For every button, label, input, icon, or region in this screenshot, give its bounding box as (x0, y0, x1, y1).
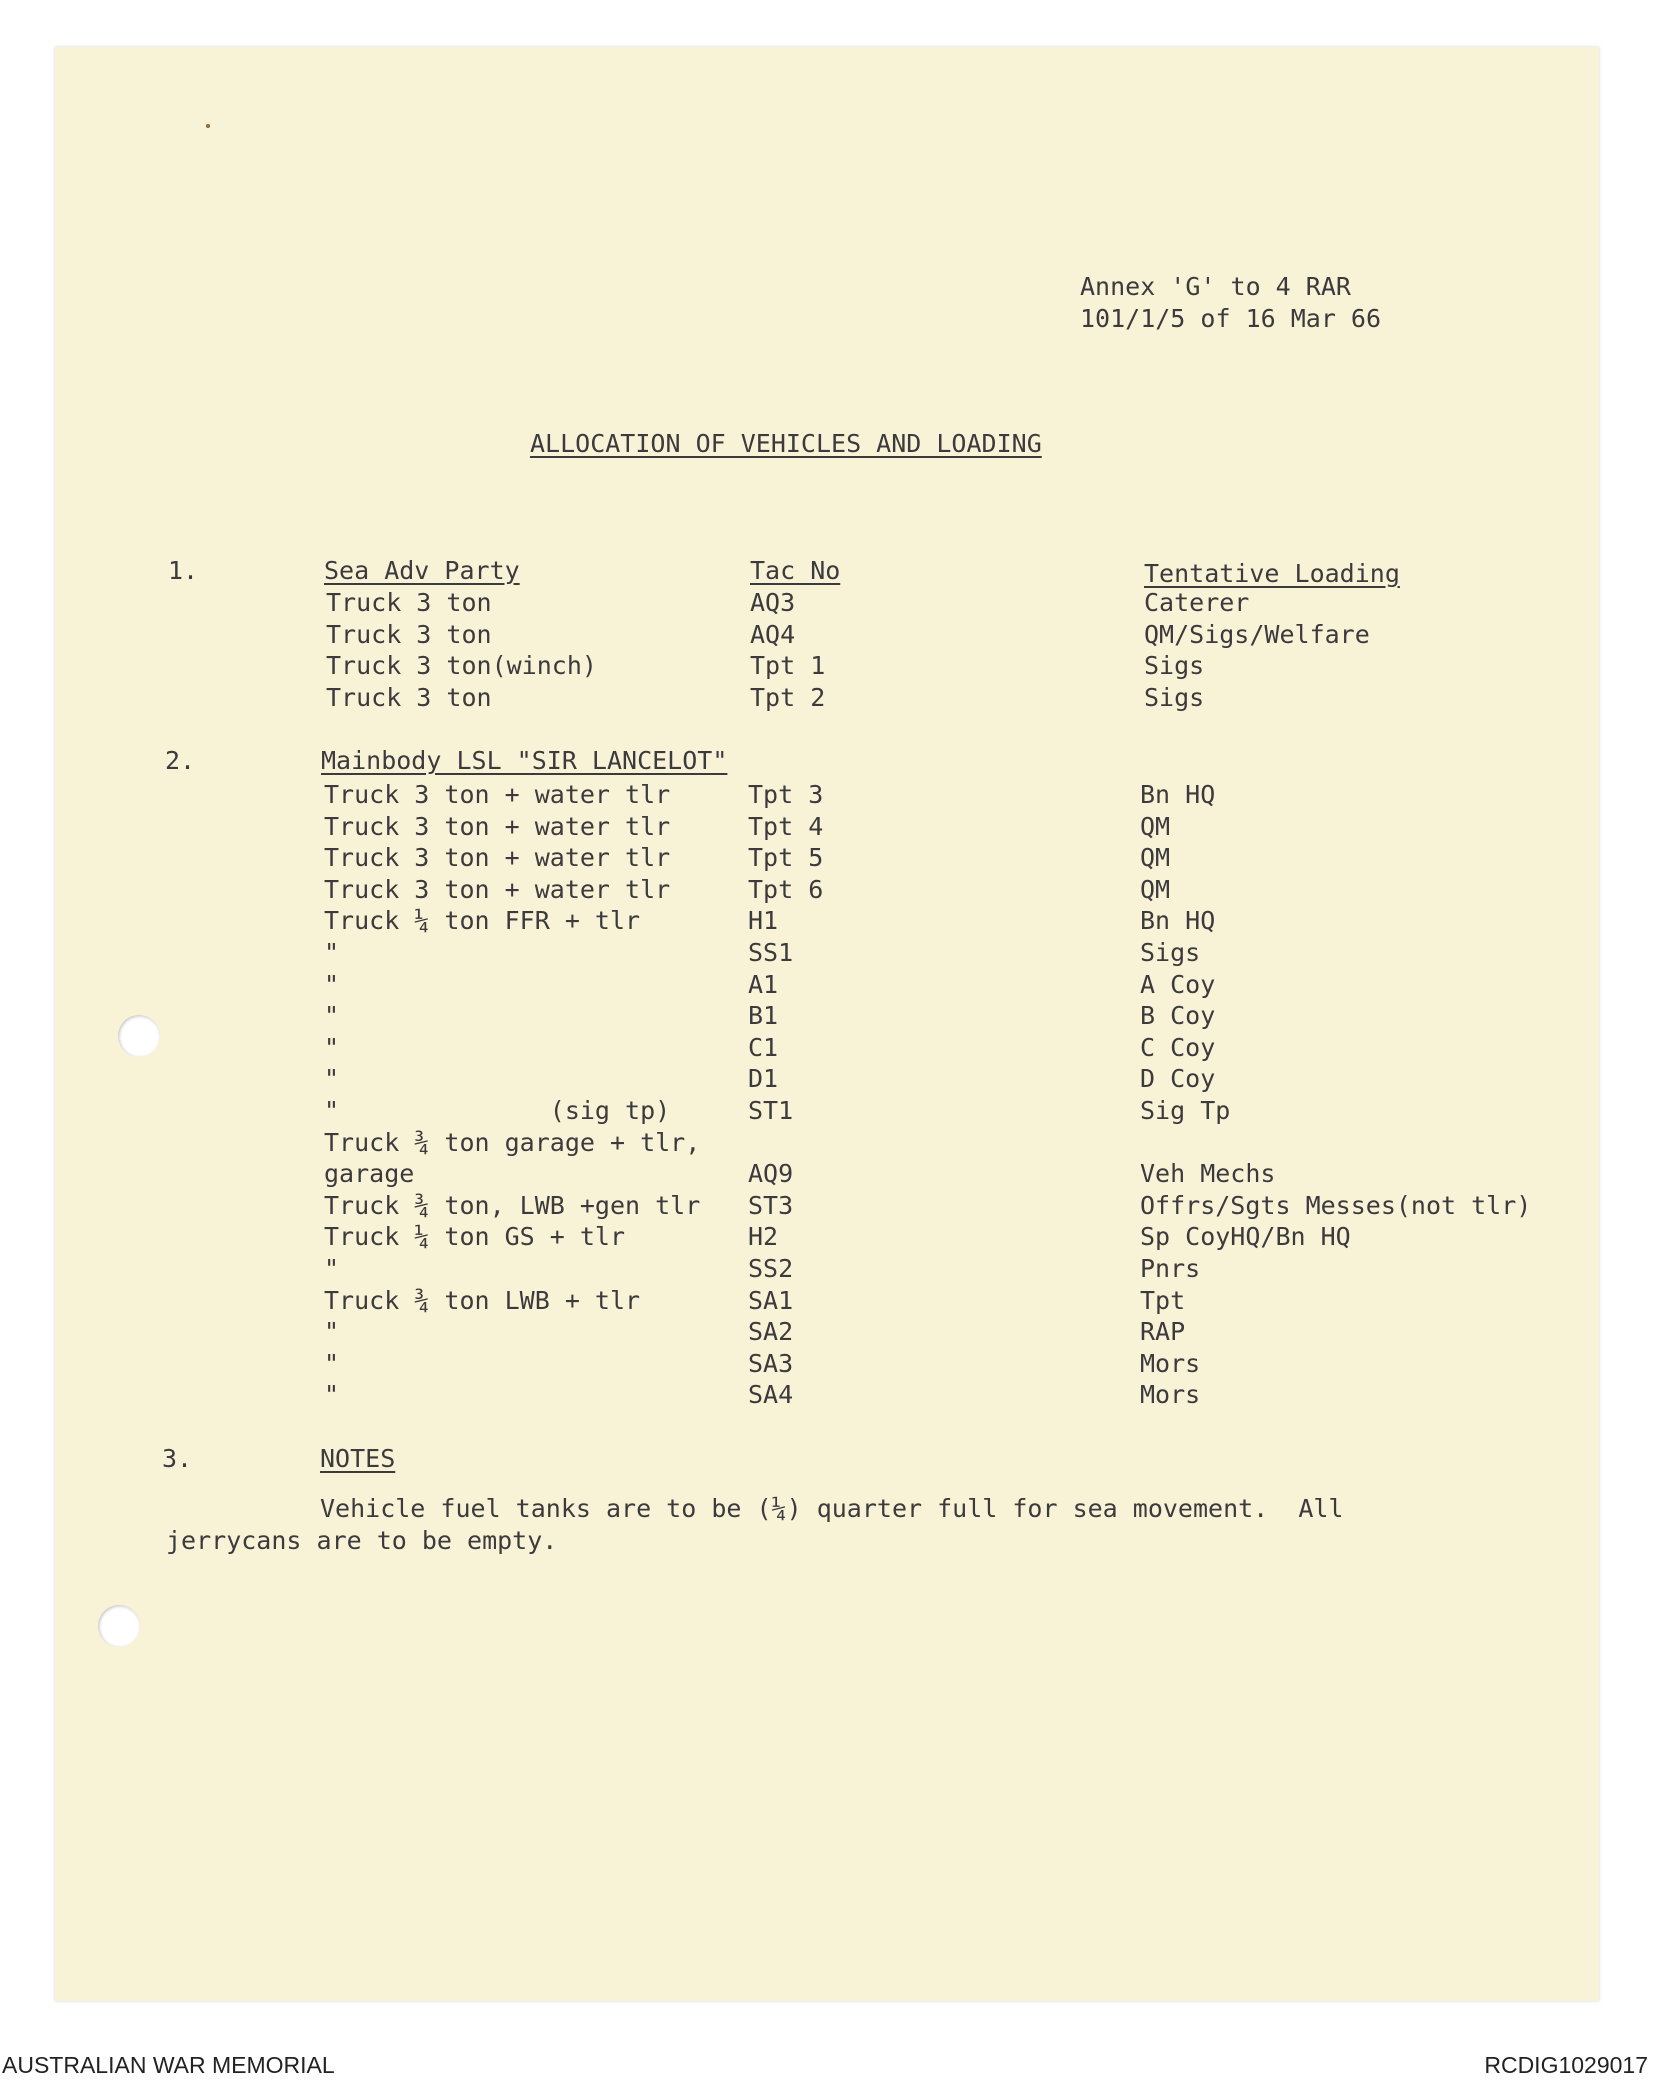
loading-cell: Offrs/Sgts Messes(not tlr) (1140, 1190, 1532, 1220)
tac-no-header: Tac No (750, 556, 841, 585)
annex-reference-line2: 101/1/5 of 16 Mar 66 (1080, 304, 1382, 333)
tac-no-cell: ST3 (748, 1190, 794, 1220)
loading-cell: QM/Sigs/Welfare (1144, 619, 1370, 649)
footer-record-id: RCDIG1029017 (1484, 2052, 1648, 2078)
loading-cell: Sigs (1140, 938, 1201, 967)
loading-cell: D Coy (1140, 1064, 1216, 1094)
loading-cell: QM (1140, 874, 1171, 904)
vehicle-cell: " (324, 1032, 340, 1062)
tac-no-cell: Tpt 5 (748, 843, 824, 873)
tac-no-cell: SS2 (748, 1254, 794, 1283)
vehicle-cell: " (324, 969, 340, 999)
vehicle-cell: " (324, 1001, 340, 1031)
loading-cell: Tpt (1140, 1285, 1186, 1315)
punch-hole-lower (98, 1605, 140, 1647)
tac-no-cell: Tpt 3 (748, 780, 824, 809)
notes-text-line1: Vehicle fuel tanks are to be (¼) quarter full for sea movement. All (320, 1494, 1344, 1523)
vehicle-cell: Truck 3 ton (326, 683, 492, 713)
tac-no-cell: Tpt 6 (748, 874, 824, 904)
vehicle-cell: " (324, 1380, 340, 1410)
tac-no-cell: ST1 (748, 1096, 794, 1125)
loading-cell: RAP (1140, 1317, 1186, 1347)
loading-cell: Sigs (1144, 651, 1205, 681)
loading-cell: Veh Mechs (1140, 1159, 1276, 1189)
tac-no-cell: Tpt 1 (750, 651, 826, 681)
loading-cell: Caterer (1144, 588, 1250, 617)
vehicle-cell: Truck 3 ton + water tlr (324, 780, 671, 809)
vehicle-cell: Truck 3 ton (326, 619, 492, 649)
vehicle-cell: Truck 3 ton (326, 588, 492, 617)
tac-no-cell: SS1 (748, 938, 794, 967)
tac-no-cell: D1 (748, 1064, 779, 1094)
section-1-number: 1. (168, 556, 199, 585)
vehicle-cell: " (324, 1064, 340, 1094)
tac-no-cell: H2 (748, 1222, 779, 1252)
loading-cell: Mors (1140, 1380, 1201, 1410)
vehicle-cell: " (324, 938, 340, 967)
tac-no-cell: A1 (748, 969, 779, 999)
loading-cell: B Coy (1140, 1001, 1216, 1031)
tac-no-cell: B1 (748, 1001, 779, 1031)
vehicle-cell: " (324, 1348, 340, 1378)
vehicle-cell: Truck 3 ton + water tlr (324, 874, 671, 904)
vehicle-cell: Truck ¾ ton, LWB +gen tlr (324, 1190, 701, 1220)
loading-cell: Sp CoyHQ/Bn HQ (1140, 1222, 1351, 1252)
document-title: ALLOCATION OF VEHICLES AND LOADING (530, 429, 1042, 458)
tac-no-cell: Tpt 4 (748, 811, 824, 841)
vehicle-cell: " (sig tp) (324, 1096, 671, 1125)
vehicle-cell: Truck ¾ ton LWB + tlr (324, 1285, 641, 1315)
loading-cell: Sig Tp (1140, 1096, 1231, 1125)
tac-no-cell: Tpt 2 (750, 683, 826, 713)
vehicle-cell: Truck 3 ton + water tlr (324, 811, 671, 841)
loading-cell: QM (1140, 843, 1171, 873)
tac-no-cell: SA2 (748, 1317, 794, 1347)
section-2-heading: Mainbody LSL "SIR LANCELOT" (321, 746, 728, 775)
notes-heading: NOTES (320, 1444, 396, 1473)
vehicle-cell: garage (324, 1159, 415, 1189)
tac-no-cell: AQ3 (750, 588, 796, 617)
vehicle-cell: Truck ¼ ton FFR + tlr (324, 906, 641, 936)
annex-reference-line1: Annex 'G' to 4 RAR (1080, 272, 1351, 301)
document-page (55, 47, 1599, 2001)
tac-no-cell: H1 (748, 906, 779, 936)
vehicle-cell: Truck 3 ton + water tlr (324, 843, 671, 873)
footer-institution: AUSTRALIAN WAR MEMORIAL (2, 2052, 335, 2078)
tac-no-cell: AQ4 (750, 619, 796, 649)
loading-cell: Mors (1140, 1348, 1201, 1378)
tac-no-cell: C1 (748, 1032, 779, 1062)
vehicle-cell: Truck 3 ton(winch) (326, 651, 597, 681)
paper-speck (206, 124, 210, 128)
vehicle-cell: " (324, 1254, 340, 1283)
loading-cell: Bn HQ (1140, 780, 1216, 809)
notes-text-line2: jerrycans are to be empty. (166, 1526, 558, 1555)
tac-no-cell: SA4 (748, 1380, 794, 1410)
loading-cell: Sigs (1144, 683, 1205, 713)
section-2-number: 2. (165, 746, 196, 775)
section-3-number: 3. (162, 1444, 193, 1473)
vehicle-cell: Truck ¼ ton GS + tlr (324, 1222, 626, 1252)
punch-hole-upper (118, 1015, 160, 1057)
loading-cell: A Coy (1140, 969, 1216, 999)
tac-no-cell: AQ9 (748, 1159, 794, 1189)
tac-no-cell: SA1 (748, 1285, 794, 1315)
vehicle-cell: " (324, 1317, 340, 1347)
tac-no-cell: SA3 (748, 1348, 794, 1378)
section-1-heading: Sea Adv Party (324, 556, 520, 585)
loading-cell: QM (1140, 811, 1171, 841)
vehicle-cell: Truck ¾ ton garage + tlr, (324, 1127, 701, 1157)
tentative-loading-header: Tentative Loading (1144, 559, 1400, 588)
loading-cell: C Coy (1140, 1032, 1216, 1062)
loading-cell: Bn HQ (1140, 906, 1216, 936)
loading-cell: Pnrs (1140, 1254, 1201, 1283)
